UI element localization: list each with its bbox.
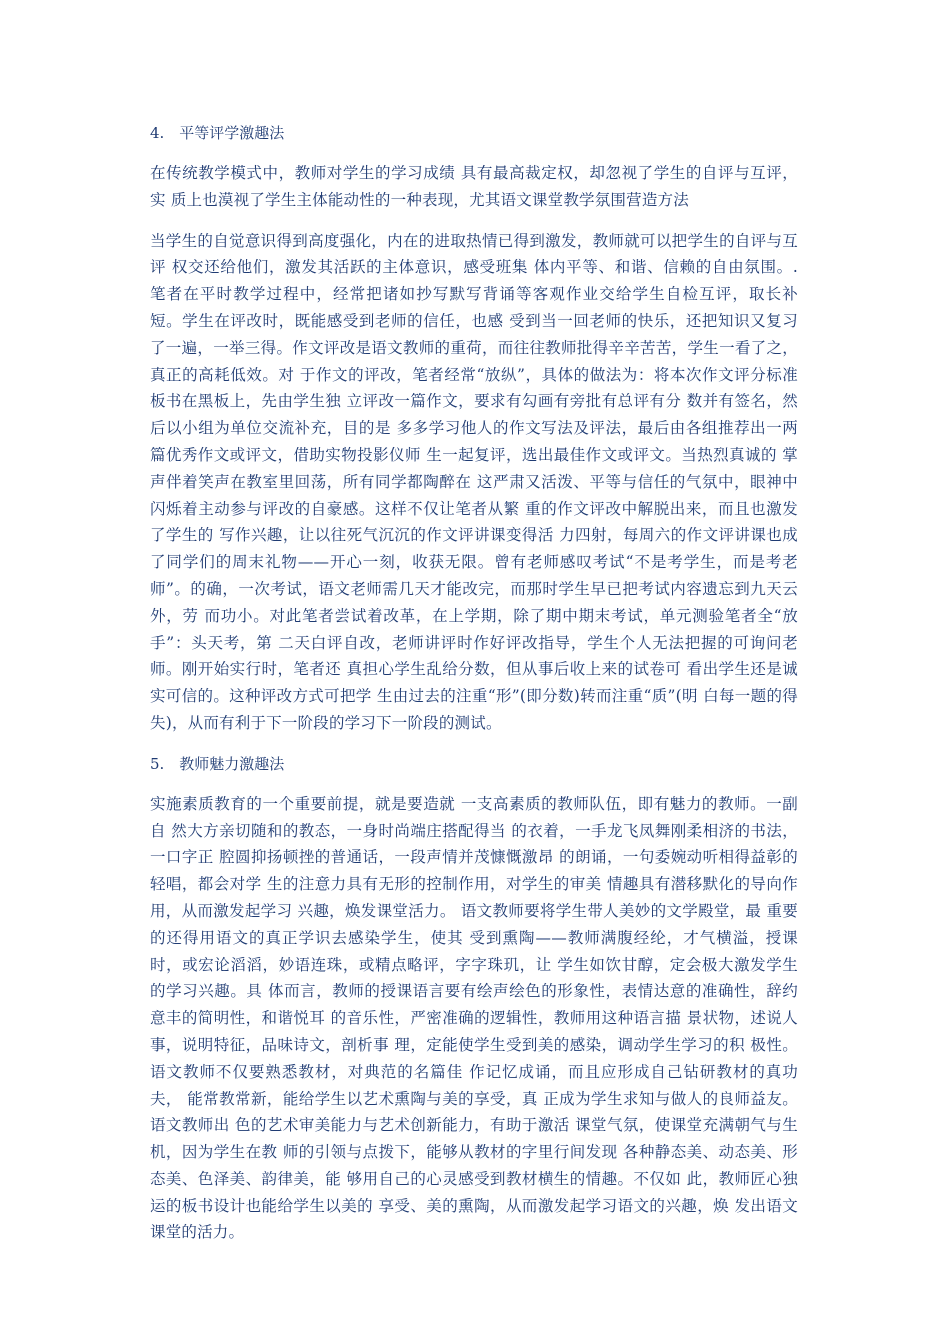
section-5-paragraph-1: 实施素质教育的一个重要前提，就是要造就 一支高素质的教师队伍，即有魅力的教师。一副自 然大方亲切随和的教态，一身时尚端庄搭配得当 的衣着，一手龙飞凤舞刚柔相济的书法，一口字正 腔圆抑扬顿挫的普通话，一段声情并茂慷慨激昂 的朗诵，一句委婉动听相得益彰的轻唱，都会对学 生的注意力具有无形的控制作用，对学生的审美 情趣具有潜移默化的导向作用，从而激发起学习 兴趣，焕发课堂活力。 语文教师要将学生带人美妙的文学殿堂，最 重要的还得用语文的真正学识去感染学生，使其 受到熏陶——教师满腹经纶，才气横溢，授课时，或宏论滔滔，妙语连珠，或精点略评，字字珠玑，让 学生如饮甘醇，定会极大激发学生的学习兴趣。具 体而言，教师的授课语言要有绘声绘色的形象性，表情达意的准确性，辞约意丰的简明性，和谐悦耳 的音乐性，严密准确的逻辑性，教师用这种语言描 景状物，述说人事，说明特征，品味诗文，剖析事 理，定能使学生受到美的感染，调动学生学习的积 极性。语文教师不仅要熟悉教材，对典范的名篇佳 作记忆成诵，而且应形成自己钻研教材的真功夫， 能常教常新，能给学生以艺术熏陶与美的享受，真 正成为学生求知与做人的良师益友。语文教师出 色的艺术审美能力与艺术创新能力，有助于激活 课堂气氛，使课堂充满朝气与生机，因为学生在教 师的引领与点拨下，能够从教材的字里行间发现 各种静态美、动态美、形态美、色泽美、韵律美，能 够用自己的心灵感受到教材横生的情趣。不仅如 此，教师匠心独运的板书设计也能给学生以美的 享受、美的熏陶，从而激发起学习语文的兴趣，焕 发出语文课堂的活力。: [150, 794, 798, 1242]
section-4-paragraph-2: 当学生的自觉意识得到高度强化，内在的进取热情已得到激发，教师就可以把学生的自评与互评 权交还给他们，激发其活跃的主体意识，感受班集 体内平等、和谐、信赖的自由氛围。. 笔者在平时教学过程中，经常把诸如抄写默写背诵等客观作业交给学生自检互评，取长补 短。学生在评改时，既能感受到老师的信任，也感 受到当一回老师的快乐，还把知识又复习了一遍，一举三得。作文评改是语文教师的重荷，而往往教师批得辛辛苦苦，学生一看了之，真正的高耗低效。对 于作文的评改，笔者经常“放纵”，具体的做法为：将本次作文评分标准板书在黑板上，先由学生独 立评改一篇作文，要求有勾画有旁批有总评有分 数并有签名，然后以小组为单位交流补充，目的是 多多学习他人的作文写法及评法，最后由各组推荐出一两篇优秀作文或评文，借助实物投影仪师 生一起复评，选出最佳作文或评文。当热烈真诚的 掌声伴着笑声在教室里回荡，所有同学都陶醉在 这严肃又活泼、平等与信任的气氛中，眼神中闪烁着主动参与评改的自豪感。这样不仅让笔者从繁 重的作文评改中解脱出来，而且也激发了学生的 写作兴趣，让以往死气沉沉的作文评讲课变得活 力四射，每周六的作文评讲课也成了同学们的周末礼物——开心一刻，收获无限。曾有老师感叹考试“不是考学生，而是考老 师”。的确，一次考试，语文老师需几天才能改完，而那时学生早已把考试内容遗忘到九天云外，劳 而功小。对此笔者尝试着改革，在上学期，除了期中期末考试，单元测验笔者全“放手”：头天考，第 二天白评自改，老师讲评时作好评改指导，学生个人无法把握的可询问老师。刚开始实行时，笔者还 真担心学生乱给分数，但从事后收上来的试卷可 看出学生还是诚实可信的。这种评改方式可把学 生由过去的注重“形”(即分数)转而注重“质”(明 白每一题的得失)，从而有利于下一阶段的学习下一阶段的测试。: [150, 231, 798, 732]
section-heading-4: 4. 平等评学激趣法: [150, 124, 285, 142]
document-page: [150, 120, 798, 1260]
section-4-paragraph-1: 在传统教学模式中，教师对学生的学习成绩 具有最高裁定权，却忽视了学生的自评与互评，实 质上也漠视了学生主体能动性的一种表现，尤其语文课堂教学氛围营造方法: [150, 164, 798, 209]
section-heading-5: 5. 教师魅力激趣法: [150, 754, 285, 773]
